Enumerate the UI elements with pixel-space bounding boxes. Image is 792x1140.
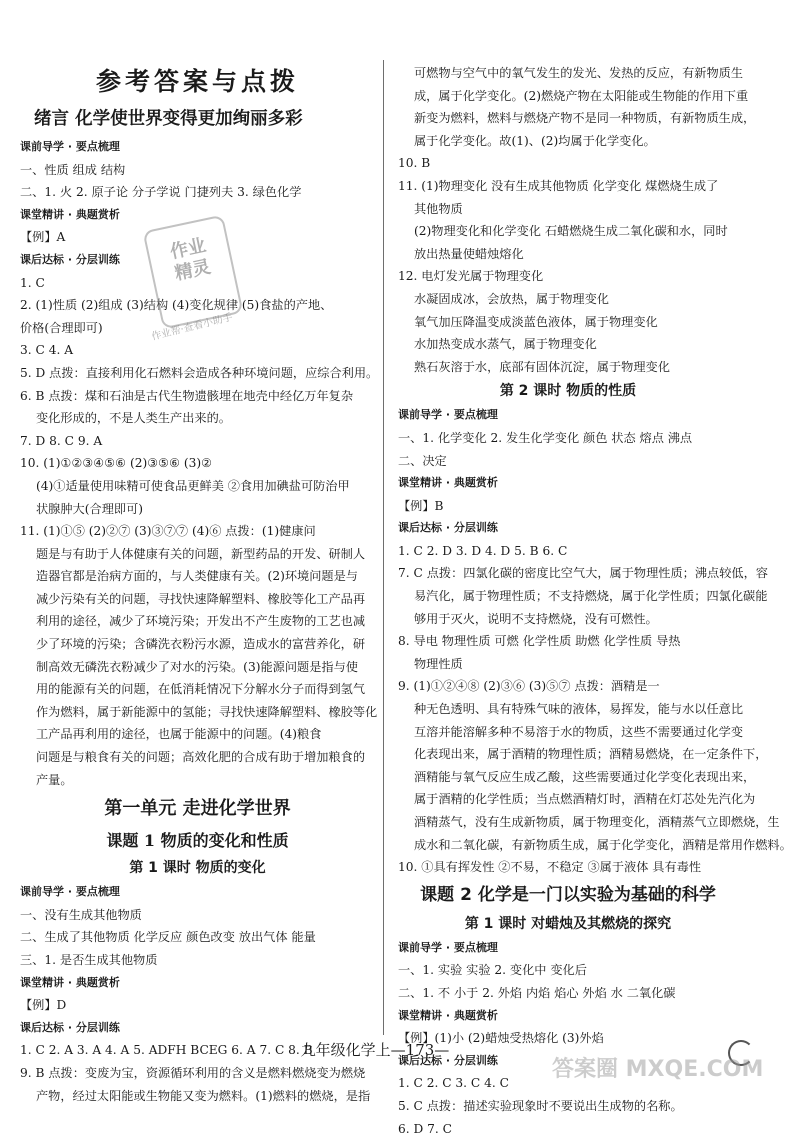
answer-line: 1. C 2. A 3. A 4. A 5. ADFH BCEG 6. A 7. C 8. B: [20, 1043, 313, 1058]
answer-line: 二、决定: [398, 453, 447, 468]
answer-line-continued: 水加热变成水蒸气，属于物理变化: [414, 337, 597, 352]
answer-line: 6. B 点拨：煤和石油是古代生物遗骸埋在地壳中经亿万年复杂: [20, 388, 354, 403]
stamp-text-2: 精灵: [172, 256, 213, 285]
answer-line-continued: 变化形成的，不是人类生产出来的。: [36, 411, 231, 426]
answer-line: 7. C 点拨：四氯化碳的密度比空气大，属于物理性质；沸点较低，容: [398, 566, 768, 581]
right-column: [398, 62, 792, 1140]
answer-line-continued: 新变为燃料，燃料与燃烧产物不是同一种物质，有新物质生成，: [414, 111, 756, 126]
answer-line: 8. 导电 物理性质 可燃 化学性质 助燃 化学性质 导热: [398, 634, 681, 649]
answer-line-continued: 化表现出来，属于酒精的物理性质；酒精易燃烧，在一定条件下，: [414, 747, 768, 762]
topic-heading: 课题 1 物质的变化和性质: [106, 831, 289, 851]
section-label: 课后达标 · 分层训练: [398, 1053, 498, 1067]
answer-line: 一、性质 组成 结构: [20, 162, 126, 177]
answer-line-continued: 氧气加压降温变成淡蓝色液体，属于物理变化: [414, 314, 658, 329]
answer-line-continued: 物理性质: [414, 656, 463, 671]
answer-line: 12. 电灯发光属于物理变化: [398, 269, 544, 284]
answer-line: 11. (1)①⑤ (2)②⑦ (3)③⑦⑦ (4)⑥ 点拨：(1)健康问: [20, 524, 316, 539]
answer-line-continued: (4)①适量使用味精可使食品更鲜美 ②食用加碘盐可防治甲: [36, 478, 350, 493]
answer-line: 【例】D: [20, 998, 67, 1013]
page-footer: 九年级化学上—173—: [300, 1041, 450, 1059]
answer-line: 9. (1)①②④⑧ (2)③⑥ (3)⑤⑦ 点拨：酒精是一: [398, 679, 660, 694]
section-label: 课堂精讲 · 典题赏析: [20, 207, 120, 221]
answer-line-continued: 属于化学变化。故(1)、(2)均属于化学变化。: [414, 133, 656, 148]
answer-line-continued: 成水和二氧化碳，有新物质生成，属于化学变化，酒精是常用作燃料。: [414, 837, 792, 852]
answer-line-continued: 成，属于化学变化。(2)燃烧产物在太阳能或生物能的作用下重: [414, 88, 749, 103]
answer-line: 3. C 4. A: [20, 343, 74, 358]
answer-line: 6. D 7. C: [398, 1121, 452, 1136]
section-label: 课堂精讲 · 典题赏析: [398, 476, 498, 490]
answer-line: 三、1. 是否生成其他物质: [20, 953, 158, 967]
answer-line: 10. B: [398, 156, 431, 171]
answer-line-continued: 制高效无磷洗衣粉减少了对水的污染。(3)能源问题是指与使: [36, 659, 358, 674]
lesson-heading: 第 1 课时 物质的变化: [129, 860, 266, 877]
lesson-heading: 第 1 课时 对蜡烛及其燃烧的探究: [464, 915, 672, 932]
answer-line: 二、1. 火 2. 原子论 分子学说 门捷列夫 3. 绿色化学: [20, 185, 302, 200]
answer-line-continued: 互溶并能溶解多种不易溶于水的物质，这些不需要通过化学变: [414, 724, 744, 739]
answer-line-continued: 题是与有助于人体健康有关的问题，新型药品的开发、研制人: [36, 546, 366, 561]
answer-line-continued: 状腺肿大(合理即可): [36, 501, 144, 516]
column-divider: [383, 60, 384, 1035]
answer-line: 二、生成了其他物质 化学反应 颜色改变 放出气体 能量: [20, 930, 316, 945]
answer-line-continued: 属于酒精的化学性质；当点燃酒精灯时，酒精在灯芯处先汽化为: [414, 792, 756, 807]
intro-heading: 绪言 化学使世界变得更加绚丽多彩: [34, 109, 303, 129]
section-label: 课后达标 · 分层训练: [398, 521, 498, 535]
answer-line: 一、没有生成其他物质: [20, 907, 142, 922]
answer-line-continued: 作为燃料，属于新能源中的氢能；寻找快速降解塑料、橡胶等化: [36, 704, 378, 719]
section-label: 课堂精讲 · 典题赏析: [20, 975, 120, 989]
answer-line-continued: 问题是与粮食有关的问题；高效化肥的合成有助于增加粮食的: [36, 750, 366, 765]
section-label: 课前导学 · 要点梳理: [398, 408, 498, 422]
answer-line: 1. C: [20, 275, 45, 290]
answer-line: 一、1. 实验 实验 2. 变化中 变化后: [398, 963, 587, 978]
answer-line: 1. C 2. D 3. D 4. D 5. B 6. C: [398, 543, 568, 558]
answer-line-continued: 放出热量使蜡烛熔化: [414, 246, 524, 261]
answer-line-continued: 减少污染有关的问题，寻找快速降解塑料、橡胶等化工产品再: [36, 591, 366, 606]
unit-heading: 第一单元 走进化学世界: [104, 798, 291, 820]
answer-line-continued: 用的能源有关的问题，在低消耗情况下分解水分子而得到氢气: [36, 682, 366, 697]
answer-line: 9. B 点拨：变废为宝，资源循环利用的含义是燃料燃烧变为燃烧: [20, 1065, 366, 1080]
answer-line: 二、1. 不 小于 2. 外焰 内焰 焰心 外焰 水 二氧化碳: [398, 985, 676, 1000]
answer-line-continued: 产量。: [36, 772, 73, 787]
section-label: 课堂精讲 · 典题赏析: [398, 1008, 498, 1022]
watermark-logo: [548, 1052, 764, 1088]
answer-line: 7. D 8. C 9. A: [20, 433, 103, 448]
page-title: 参考答案与点拨: [95, 67, 299, 96]
watermark-text: 答案圈 MXQE.COM: [552, 1057, 764, 1082]
answer-line: 2. (1)性质 (2)组成 (3)结构 (4)变化规律 (5)食盐的产地、: [20, 298, 333, 313]
answer-line: 5. C 点拨：描述实验现象时不要说出生成物的名称。: [398, 1098, 683, 1113]
answer-line: 11. (1)物理变化 没有生成其他物质 化学变化 煤燃烧生成了: [398, 178, 719, 193]
section-label: 课前导学 · 要点梳理: [20, 885, 120, 899]
answer-line-continued: 少了环境的污染；含磷洗衣粉污水源，造成水的富营养化，研: [36, 637, 366, 652]
answer-line-continued: 可燃物与空气中的氧气发生的发光、发热的反应，有新物质生: [414, 66, 744, 80]
answer-line: 1. C 2. C 3. C 4. C: [398, 1076, 509, 1091]
answer-line-continued: 酒精能与氧气反应生成乙酸，这些需要通过化学变化表现出来，: [414, 769, 756, 784]
topic-heading: 课题 2 化学是一门以实验为基础的科学: [420, 884, 716, 905]
answer-line-continued: 够用于灭火，说明不支持燃烧，没有可燃性。: [414, 611, 658, 626]
answer-line-continued: 酒精蒸气，没有生成新物质，属于物理变化，酒精蒸气立即燃烧，生: [414, 815, 780, 829]
answer-line-continued: 种无色透明、具有特殊气味的液体，易挥发，能与水以任意比: [414, 702, 744, 717]
answer-line: 10. ①具有挥发性 ②不易，不稳定 ③属于液体 具有毒性: [398, 860, 702, 875]
stamp-text-1: 作业: [168, 235, 208, 264]
section-label: 课后达标 · 分层训练: [20, 1020, 120, 1034]
answer-line: 价格(合理即可): [20, 320, 103, 335]
answer-line: 10. (1)①②③④⑤⑥ (2)③⑤⑥ (3)②: [20, 456, 213, 471]
answer-line: 【例】B: [398, 498, 444, 513]
answer-line: 一、1. 化学变化 2. 发生化学变化 颜色 状态 熔点 沸点: [398, 430, 693, 445]
answer-line-continued: 易汽化，属于物理性质；不支持燃烧，属于化学性质；四氯化碳能: [414, 589, 768, 604]
answer-line: 【例】A: [20, 230, 66, 245]
answer-line-continued: (2)物理变化和化学变化 石蜡燃烧生成二氧化碳和水，同时: [414, 224, 728, 239]
lesson-heading: 第 2 课时 物质的性质: [499, 383, 637, 400]
answer-line-continued: 水凝固成冰，会放热，属于物理变化: [414, 291, 609, 306]
answer-line-continued: 利用的途径，减少了环境污染；开发出不产生废物的工艺也减: [36, 614, 366, 629]
stamp-caption: 作业帮·查看小助手: [150, 312, 234, 343]
section-label: 课前导学 · 要点梳理: [20, 140, 120, 153]
answer-line-continued: 造器官都是治病方面的，与人类健康有关。(2)环境问题是与: [36, 569, 358, 584]
answer-line-continued: 熟石灰溶于水，底部有固体沉淀，属于物理变化: [414, 359, 670, 374]
answer-line: 【例】(1)小 (2)蜡烛受热熔化 (3)外焰: [398, 1031, 604, 1046]
answer-line-continued: 产物，经过太阳能或生物能又变为燃料。(1)燃料的燃烧，是指: [36, 1088, 371, 1103]
answer-line-continued: 其他物质: [414, 201, 463, 216]
section-label: 课后达标 · 分层训练: [20, 252, 120, 266]
answer-line-continued: 工产品再利用的途径，也属于能源中的问题。(4)粮食: [36, 727, 322, 742]
section-label: 课前导学 · 要点梳理: [398, 940, 498, 954]
answer-line: 5. D 点拨：直接利用化石燃料会造成各种环境问题，应综合利用。: [20, 365, 379, 380]
